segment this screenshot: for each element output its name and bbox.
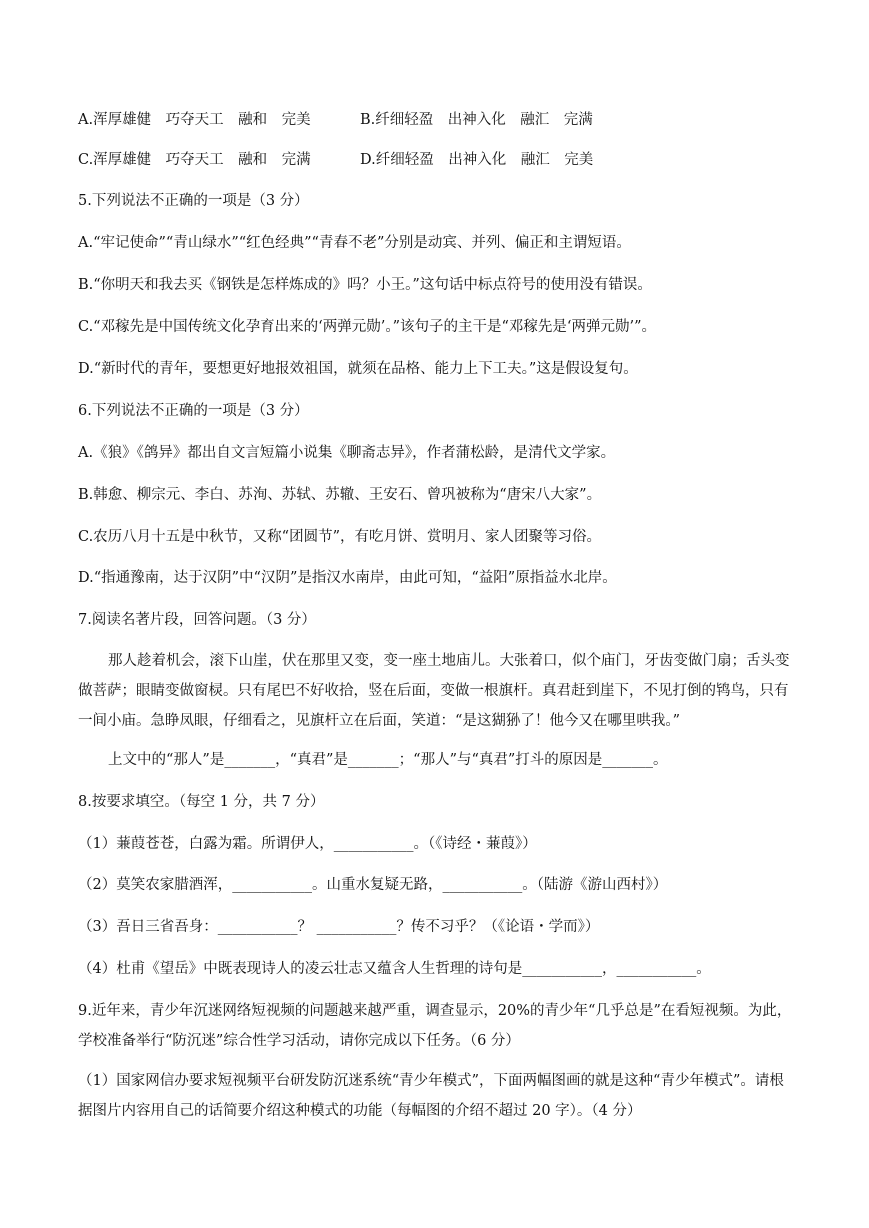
q5-stem: 5.下列说法不正确的一项是（3 分） — [78, 193, 309, 209]
q6-option-b: B.韩愈、柳宗元、李白、苏洵、苏轼、苏辙、王安石、曾巩被称为“唐宋八大家”。 — [78, 487, 602, 503]
q5-option-a: A.“牢记使命”“青山绿水”“红色经典”“青春不老”分别是动宾、并列、偏正和主谓短语。 — [78, 235, 631, 251]
q5-option-c: C.“邓稼先是中国传统文化孕育出来的‘两弹元勋’。”该句子的主干是“邓稼先是‘两弹元勋’”。 — [78, 319, 657, 335]
q6-option-c: C.农历八月十五是中秋节，又称“团圆节”，有吃月饼、赏明月、家人团聚等习俗。 — [78, 529, 602, 545]
q5-option-d: D.“新时代的青年，要想更好地报效祖国，就须在品格、能力上下工夫。”这是假设复句。 — [78, 361, 638, 377]
q4-option-c: C.浑厚雄健 巧夺天工 融和 完满 — [78, 152, 311, 168]
q6-option-d: D.“指通豫南，达于汉阴”中“汉阴”是指汉水南岸，由此可知，“益阳”原指益水北岸。 — [78, 570, 617, 586]
q9-sub-1: （1）国家网信办要求短视频平台研发防沉迷系统“青少年模式”，下面两幅图画的就是这种“青少年模式”。请根据图片内容用自己的话简要介绍这种模式的功能（每幅图的介绍不超过 20 字）。（4 分） — [78, 1073, 784, 1119]
q4-option-a: A.浑厚雄健 巧夺天工 融和 完美 — [78, 112, 311, 128]
q4-option-d: D.纤细轻盈 出神入化 融汇 完美 — [360, 152, 594, 168]
q8-stem: 8.按要求填空。（每空 1 分，共 7 分） — [78, 794, 325, 810]
q8-item-2: （2）莫笑农家腊酒浑，___________。山重水复疑无路，___________。（陆游《游山西村》） — [78, 877, 668, 893]
q7-question: 上文中的“那人”是_______，“真君”是_______；“那人”与“真君”打斗的原因是_______。 — [108, 752, 668, 768]
q5-option-b: B.“你明天和我去买《钢铁是怎样炼成的》吗？小王。”这句话中标点符号的使用没有错误。 — [78, 277, 652, 293]
q7-passage: 那人趁着机会，滚下山崖，伏在那里又变，变一座土地庙儿。大张着口，似个庙门，牙齿变做门扇；舌头变做菩萨；眼睛变做窗棂。只有尾巴不好收拾，竖在后面，变做一根旗杆。真君赶到崖下，不见打倒的鸨鸟，只有一间小庙。急睁凤眼，仔细看之，见旗杆立在后面，笑道：“是这猢狲了！他今又在哪里哄我。” — [78, 653, 790, 729]
q8-item-4: （4）杜甫《望岳》中既表现诗人的凌云壮志又蕴含人生哲理的诗句是___________，___________。 — [78, 961, 711, 977]
q4-option-row-1 — [78, 110, 793, 130]
q8-item-3: （3）吾日三省吾身：___________？ ___________？传不习乎？（《论语・学而》） — [78, 919, 600, 935]
q7-stem: 7.阅读名著片段，回答问题。（3 分） — [78, 612, 316, 628]
q6-stem: 6.下列说法不正确的一项是（3 分） — [78, 403, 309, 419]
q4-option-row-2 — [78, 150, 793, 170]
q8-item-1: （1）蒹葭苍苍，白露为霜。所谓伊人，___________。（《诗经・蒹葭》） — [78, 836, 537, 852]
q4-option-b: B.纤细轻盈 出神入化 融汇 完满 — [360, 112, 593, 128]
q6-option-a: A.《狼》《鸽异》都出自文言短篇小说集《聊斋志异》，作者蒲松龄，是清代文学家。 — [78, 445, 616, 461]
q9-stem: 9.近年来，青少年沉迷网络短视频的问题越来越严重，调查显示，20%的青少年“几乎总是”在看短视频。为此，学校准备举行“防沉迷”综合性学习活动，请你完成以下任务。（6 分） — [78, 1003, 792, 1049]
